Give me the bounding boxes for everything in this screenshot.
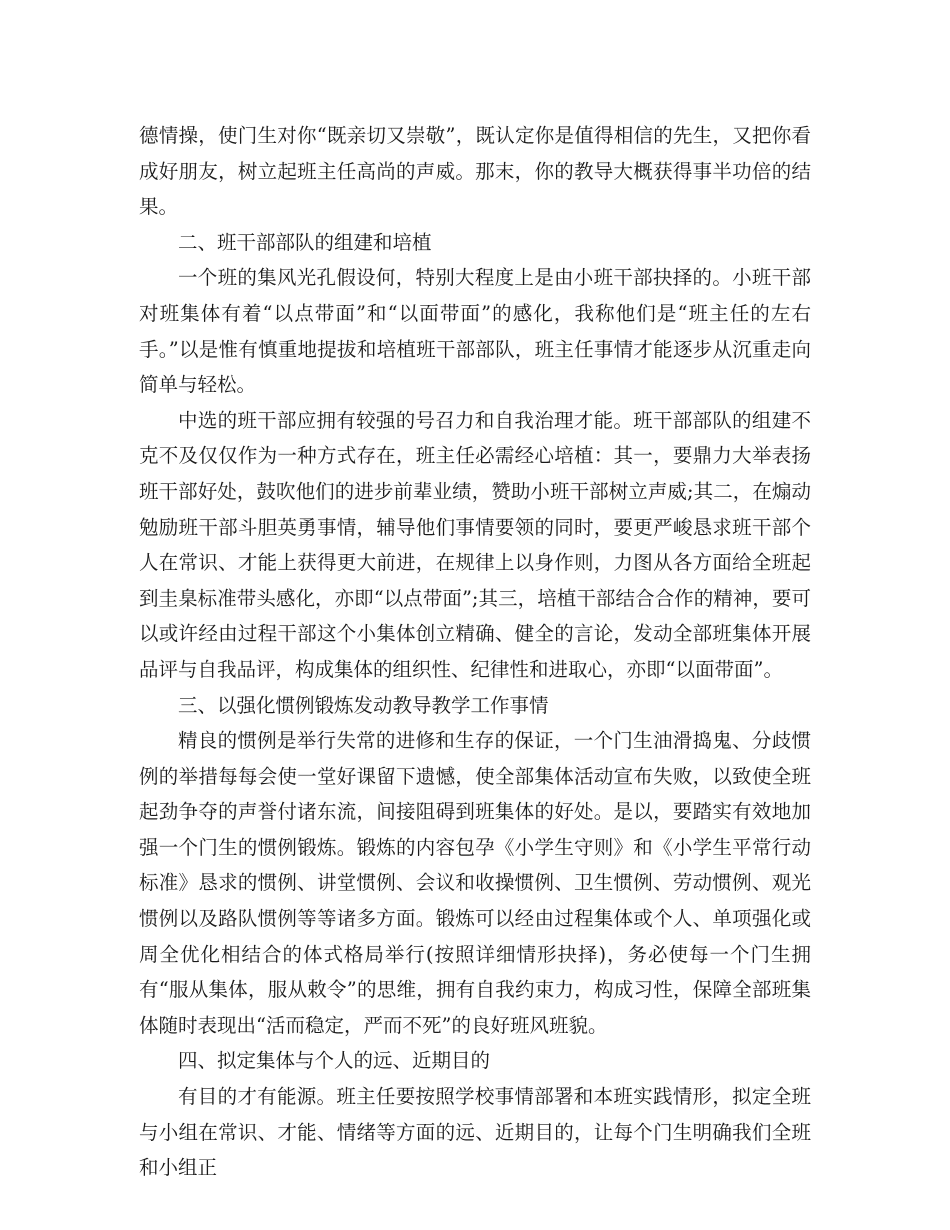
paragraph-routine-training: 精良的惯例是举行失常的进修和生存的保证，一个门生油滑捣鬼、分歧惯例的举措每每会使一堂好课留下遗憾，使全部集体活动宣布失败，以致使全班起劲争夺的声誉付诸东流，间接阻碍到班集体的好处。是以，要踏实有效地加强一个门生的惯例锻炼。锻炼的内容包孕《小学生守则》和《小学生平常行动标准》恳求的惯例、讲堂惯例、会议和收操惯例、卫生惯例、劳动惯例、观光惯例以及路队惯例等等诸多方面。锻炼可以经由过程集体或个人、单项强化或周全优化相结合的体式格局举行(按照详细情形抉择)，务必使每一个门生拥有“服从集体，服从敕令”的思维，拥有自我约束力，构成习性，保障全部班集体随时表现出“活而稳定，严而不死”的良好班风班貌。	[139, 729, 811, 1037]
paragraph-cadre-training: 中选的班干部应拥有较强的号召力和自我治理才能。班干部部队的组建不克不及仅仅作为一种方式存在，班主任必需经心培植：其一，要鼎力大举表扬班干部好处，鼓吹他们的进步前辈业绩，赞助小班干部树立声威;其二，在煽动勉励班干部斗胆英勇事情，辅导他们事情要领的同时，要更严峻恳求班干部个人在常识、才能上获得更大前进，在规律上以身作则，力图从各方面给全班起到圭臬标准带头感化，亦即“以点带面”;其三，培植干部结合合作的精神，要可以或许经由过程干部这个小集体创立精确、健全的言论，发动全部班集体开展品评与自我品评，构成集体的组织性、纪律性和进取心，亦即“以面带面”。	[139, 408, 811, 681]
paragraph-goals: 有目的才有能源。班主任要按照学校事情部署和本班实践情形，拟定全班与小组在常识、才能、情绪等方面的远、近期目的，让每个门生明确我们全班和小组正	[139, 1085, 811, 1180]
section-heading-4: 四、拟定集体与个人的远、近期目的	[178, 1049, 491, 1073]
section-heading-3: 三、以强化惯例锻炼发动教导教学工作事情	[178, 693, 549, 717]
document-body	[139, 118, 811, 1186]
section-heading-2: 二、班干部部队的组建和培植	[178, 230, 432, 254]
paragraph-continuation: 德情操，使门生对你“既亲切又崇敬”，既认定你是值得相信的先生，又把你看成好朋友，树立起班主任高尚的声威。那末，你的教导大概获得事半功倍的结果。	[139, 124, 811, 219]
paragraph-class-cadre-role: 一个班的集风光孔假设何，特别大程度上是由小班干部抉择的。小班干部对班集体有着“以点带面”和“以面带面”的感化，我称他们是“班主任的左右手。”以是惟有慎重地提拔和培植班干部部队，班主任事情才能逐步从沉重走向简单与轻松。	[139, 266, 811, 397]
